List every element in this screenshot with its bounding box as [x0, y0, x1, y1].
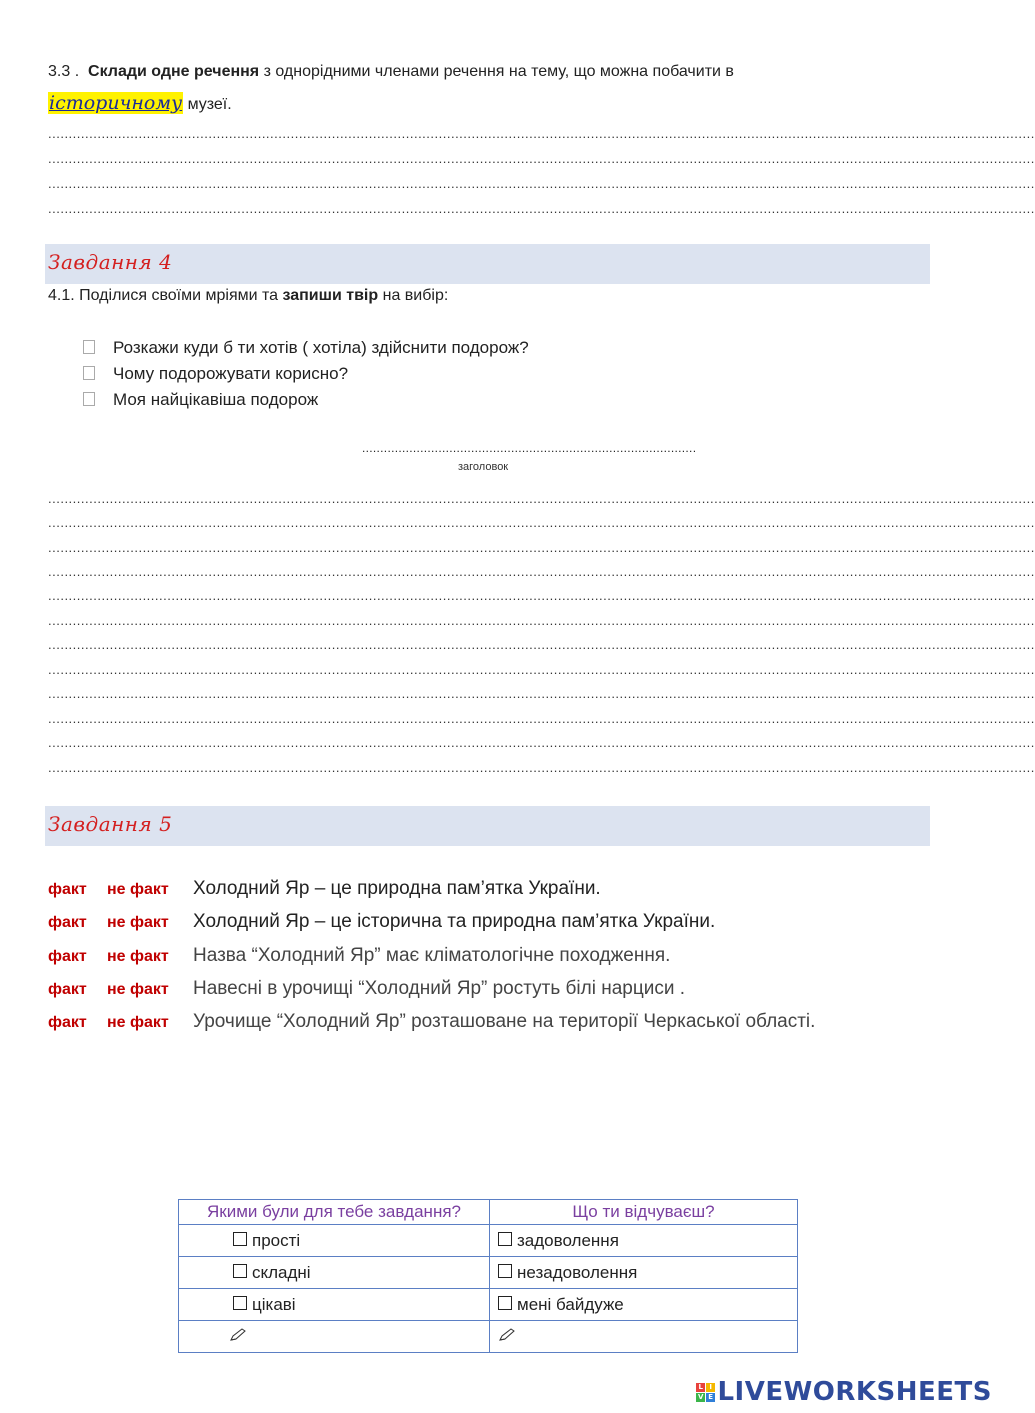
essay-line[interactable]: ................................................................................................................................................................................................................................................: [48, 637, 1035, 652]
checkbox-icon[interactable]: [233, 1296, 247, 1310]
essay-title-line[interactable]: ............................................................................................: [362, 441, 697, 455]
checkbox-icon: [83, 340, 95, 354]
answer-line[interactable]: ................................................................................................................................................................................................................................................: [48, 176, 1035, 191]
checkbox-icon: [83, 366, 95, 380]
logo-letter: V: [697, 1392, 704, 1401]
essay-option: [83, 390, 318, 410]
fact-row: [48, 945, 670, 967]
task-3-3-prompt-line2: [48, 90, 232, 118]
essay-option: [83, 364, 348, 384]
task-instruction-tail: музеї.: [183, 96, 232, 113]
option-label: незадоволення: [517, 1262, 638, 1282]
essay-line[interactable]: ................................................................................................................................................................................................................................................: [48, 711, 1035, 726]
statement: Назва “Холодний Яр” має кліматологічне походження.: [193, 945, 671, 966]
essay-option: [83, 338, 529, 358]
option-label: Моя найцікавіша подорож: [113, 390, 319, 409]
section-heading: Завдання 5: [48, 812, 173, 836]
not-fact-option[interactable]: не факт: [107, 981, 169, 998]
essay-line[interactable]: ................................................................................................................................................................................................................................................: [48, 662, 1035, 677]
reflection-table: [178, 1199, 798, 1353]
essay-line[interactable]: ................................................................................................................................................................................................................................................: [48, 491, 1035, 506]
not-fact-option[interactable]: не факт: [107, 881, 169, 898]
task-4-1-prompt: [48, 287, 448, 305]
option-simple[interactable]: [179, 1225, 490, 1257]
option-label: прості: [252, 1230, 301, 1250]
fact-option[interactable]: факт: [48, 981, 87, 998]
fact-row: [48, 911, 715, 933]
option-difficult[interactable]: [179, 1257, 490, 1289]
essay-line[interactable]: ................................................................................................................................................................................................................................................: [48, 613, 1035, 628]
fact-row: [48, 878, 601, 900]
logo-mark-icon: [696, 1383, 715, 1402]
essay-line[interactable]: ................................................................................................................................................................................................................................................: [48, 686, 1035, 701]
highlighted-word: історичному: [49, 92, 183, 114]
task-number: 3.3 .: [48, 63, 80, 80]
logo-letter: E: [708, 1392, 714, 1401]
task-bold-instruction: Склади одне речення: [88, 63, 260, 80]
pencil-icon: [498, 1328, 516, 1342]
essay-line[interactable]: ................................................................................................................................................................................................................................................: [48, 760, 1035, 775]
fact-option[interactable]: факт: [48, 1014, 87, 1031]
fact-row: [48, 978, 685, 1000]
checkbox-icon: [83, 392, 95, 406]
fact-option[interactable]: факт: [48, 914, 87, 931]
essay-line[interactable]: ................................................................................................................................................................................................................................................: [48, 735, 1035, 750]
prompt-text-end: на вибір:: [378, 287, 449, 304]
essay-line[interactable]: ................................................................................................................................................................................................................................................: [48, 564, 1035, 579]
option-interesting[interactable]: [179, 1289, 490, 1321]
table-header-tasks: Якими були для тебе завдання?: [179, 1200, 490, 1225]
pencil-icon: [229, 1328, 247, 1342]
statement: Урочище “Холодний Яр” розташоване на території Черкаської області.: [193, 1011, 816, 1032]
prompt-text: 4.1. Поділися своїми мріями та: [48, 287, 283, 304]
option-indifferent[interactable]: [490, 1289, 798, 1321]
task-instruction-rest: з однорідними членами речення на тему, що можна побачити в: [259, 63, 734, 80]
option-label: Чому подорожувати корисно?: [113, 364, 349, 383]
logo-letter: I: [706, 1383, 715, 1392]
option-label: задоволення: [517, 1230, 619, 1250]
essay-line[interactable]: ................................................................................................................................................................................................................................................: [48, 540, 1035, 555]
table-header-feelings: Що ти відчуваєш?: [490, 1200, 798, 1225]
task-3-3-prompt: [48, 62, 734, 82]
option-label: складні: [252, 1262, 311, 1282]
task-4-header: [45, 244, 930, 284]
logo-letter: L: [696, 1383, 705, 1392]
answer-line[interactable]: ................................................................................................................................................................................................................................................: [48, 151, 1035, 166]
option-unsatisfied[interactable]: [490, 1257, 798, 1289]
option-label: мені байдуже: [517, 1294, 624, 1314]
checkbox-icon[interactable]: [498, 1296, 512, 1310]
fact-option[interactable]: факт: [48, 948, 87, 965]
option-satisfied[interactable]: [490, 1225, 798, 1257]
checkbox-icon[interactable]: [233, 1232, 247, 1246]
option-label: Розкажи куди б ти хотів ( хотіла) здійснити подорож?: [113, 338, 529, 357]
option-label: цікаві: [252, 1294, 296, 1314]
not-fact-option[interactable]: не факт: [107, 1014, 169, 1031]
write-cell-tasks[interactable]: [179, 1321, 490, 1353]
checkbox-icon[interactable]: [498, 1232, 512, 1246]
prompt-bold: запиши твір: [282, 287, 379, 304]
essay-line[interactable]: ................................................................................................................................................................................................................................................: [48, 515, 1035, 530]
fact-option[interactable]: факт: [48, 881, 87, 898]
statement: Навесні в урочищі “Холодний Яр” ростуть білі нарциси .: [193, 978, 686, 999]
section-heading: Завдання 4: [48, 250, 173, 274]
statement: Холодний Яр – це історична та природна пам’ятка України.: [193, 911, 716, 932]
liveworksheets-logo: [696, 1377, 992, 1407]
answer-line[interactable]: ................................................................................................................................................................................................................................................: [48, 126, 1035, 141]
write-cell-feelings[interactable]: [490, 1321, 798, 1353]
statement: Холодний Яр – це природна пам’ятка України.: [193, 878, 601, 899]
fact-row: [48, 1011, 815, 1033]
checkbox-icon[interactable]: [498, 1264, 512, 1278]
checkbox-icon[interactable]: [233, 1264, 247, 1278]
logo-text: LIVEWORKSHEETS: [717, 1377, 992, 1407]
essay-line[interactable]: ................................................................................................................................................................................................................................................: [48, 588, 1035, 603]
not-fact-option[interactable]: не факт: [107, 914, 169, 931]
answer-line[interactable]: ................................................................................................................................................................................................................................................: [48, 201, 1035, 216]
not-fact-option[interactable]: не факт: [107, 948, 169, 965]
essay-title-caption: заголовок: [458, 461, 509, 473]
task-5-header: [45, 806, 930, 846]
